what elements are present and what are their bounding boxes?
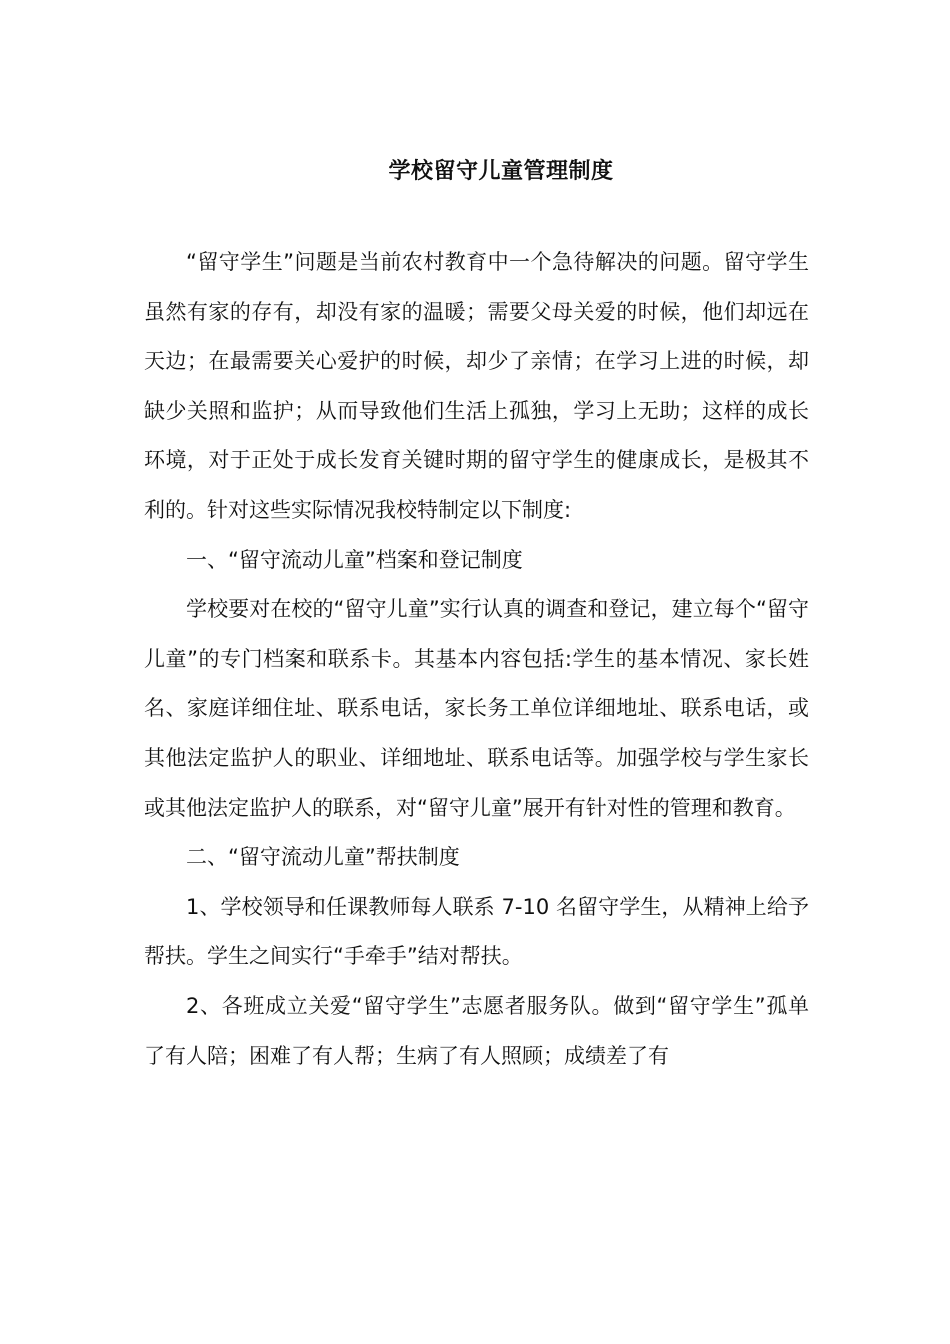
archive-paragraph: 学校要对在校的“留守儿童”实行认真的调查和登记，建立每个“留守儿童”的专门档案和联系卡。其基本内容包括:学生的基本情况、家长姓名、家庭详细住址、联系电话，家长务工单位详细地址、联系电话，或其他法定监护人的职业、详细地址、联系电话等。加强学校与学生家长或其他法定监护人的联系，对“留守儿童”展开有针对性的管理和教育。 [144,597,809,820]
support-item-2: 2、各班成立关爱“留守学生”志愿者服务队。做到“留守学生”孤单了有人陪；困难了有人帮；生病了有人照顾；成绩差了有 [144,993,809,1068]
intro-paragraph: “留守学生”问题是当前农村教育中一个急待解决的问题。留守学生虽然有家的存有，却没有家的温暖；需要父母关爱的时候，他们却远在天边；在最需要关心爱护的时候，却少了亲情；在学习上进的时候，却缺少关照和监护；从而导致他们生活上孤独，学习上无助；这样的成长环境，对于正处于成长发育关键时期的留守学生的健康成长，是极其不利的。针对这些实际情况我校特制定以下制度: [144,250,809,522]
section-heading-support: 二、“留守流动儿童”帮扶制度 [186,845,460,870]
document-title: 学校留守儿童管理制度 [388,159,614,184]
section-heading-archive: 一、“留守流动儿童”档案和登记制度 [186,547,523,572]
support-item-1: 1、学校领导和任课教师每人联系 7-10 名留守学生，从精神上给予帮扶。学生之间实行“手牵手”结对帮扶。 [144,894,809,969]
document-body [144,238,809,1081]
